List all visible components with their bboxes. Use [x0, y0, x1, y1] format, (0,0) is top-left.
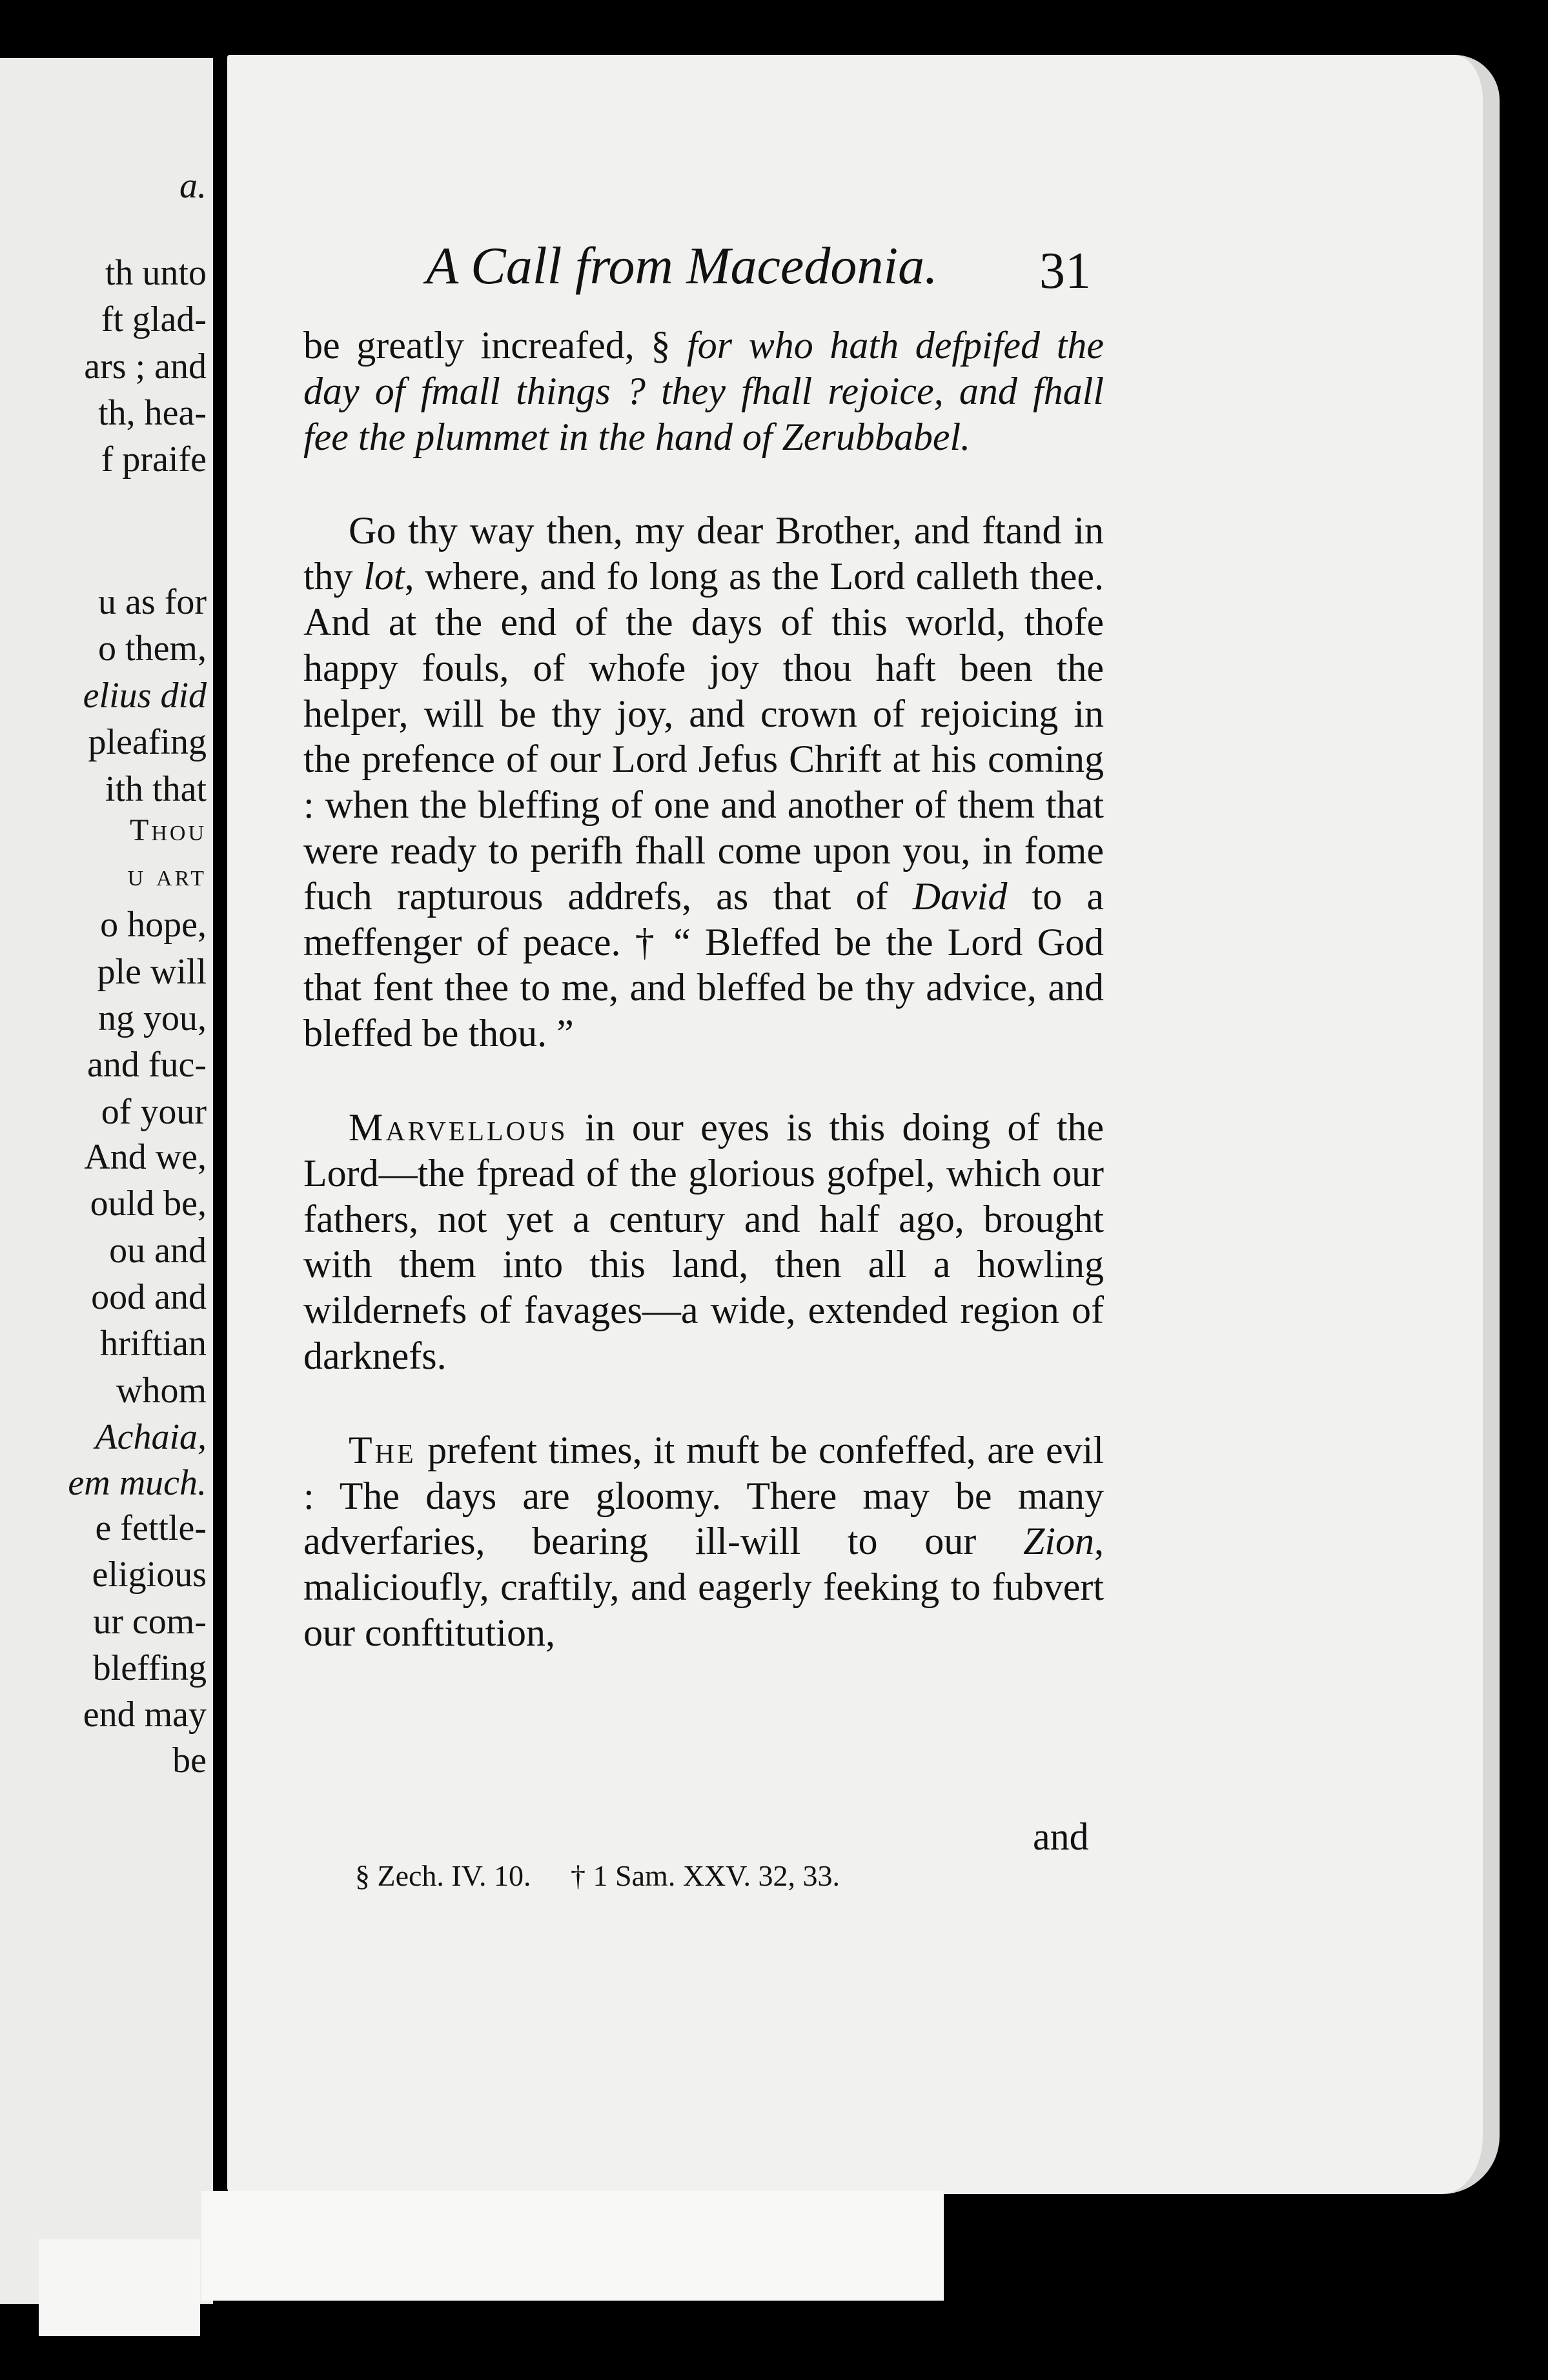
facing-page-line: And we, [84, 1137, 207, 1177]
text-run: to a meffenger of peace. † “ Bleffed be the Lord God that fent thee to me, and bleffed be thy advice, and bleffed be thou. ” [303, 874, 1104, 1055]
facing-page-line: o hope, [100, 905, 207, 945]
facing-page-line: f praife [101, 439, 207, 479]
facing-page-line: of your [101, 1092, 207, 1132]
page-edge [201, 2191, 944, 2301]
paragraph [303, 323, 1104, 459]
text-run: prefent times, it muft be confeffed, are evil : The days are gloomy. There may be many adverfaries, bearing ill-will to our [303, 1428, 1104, 1563]
small-caps-lead: The [349, 1428, 416, 1471]
facing-page-line: elius did [83, 676, 207, 716]
footnote: † 1 Sam. XXV. 32, 33. [571, 1859, 840, 1892]
facing-page-line: end may [83, 1695, 207, 1735]
italic-name: David [912, 874, 1008, 918]
page-edge [39, 2239, 200, 2336]
italic-quote: for who hath defpifed the day of fmall things ? they fhall rejoice, and fhall fee the plummet in the hand of Zerubbabel. [303, 324, 1104, 458]
paragraph [303, 1427, 1104, 1656]
facing-page-line: th, hea- [98, 393, 207, 433]
facing-page-line: ars ; and [84, 347, 207, 387]
paragraph [303, 508, 1104, 1056]
paragraph [303, 1105, 1104, 1379]
facing-page-line: ou and [109, 1231, 207, 1271]
text-run: in our eyes is this doing of the Lord—the fpread of the glorious gofpel, which our fathers, not yet a century and half ago, brought with them into this land, then all a howling wildernefs of favages—a wide, extended region of darknefs. [303, 1105, 1104, 1377]
facing-page-line: ould be, [90, 1184, 207, 1224]
facing-page-line: e fettle- [95, 1508, 207, 1548]
facing-page-line: a. [179, 166, 207, 206]
facing-page-line: ng you, [98, 998, 207, 1038]
facing-page-line: ft glad- [101, 299, 207, 339]
page-number: 31 [1039, 243, 1091, 299]
text-run: Go thy way then, my dear Brother, and ftand in thy [303, 509, 1104, 598]
facing-page-line: th unto [105, 253, 207, 293]
facing-page-line: eligious [92, 1555, 207, 1595]
text-run: , where, and fo long as the Lord calleth thee. And at the end of the days of this world, thofe happy fouls, of whofe joy thou haft been the helper, will be thy joy, and crown of rejoicing in the prefence of our Lord Jefus Chrift at his coming : when the bleffing of one and another of them that were ready to perifh fhall come upon you, in fome fuch rapturous addrefs, as that of [303, 555, 1104, 918]
facing-page-line: bleffing [92, 1648, 207, 1688]
footnote: § Zech. IV. 10. [355, 1859, 531, 1892]
page-header [0, 236, 1548, 307]
facing-page-line: and fuc- [87, 1045, 207, 1085]
text-run: , malicioufly, craftily, and eagerly feeking to fubvert our conftitution, [303, 1520, 1104, 1654]
facing-page-line: Thou [130, 813, 207, 847]
running-title: A Call from Macedonia. [426, 236, 938, 295]
facing-page-line: pleafing [88, 722, 207, 762]
facing-page-line: whom [116, 1371, 207, 1411]
italic-name: Zion [1023, 1520, 1094, 1563]
facing-page-line: be [172, 1740, 207, 1780]
facing-page-line: u as for [98, 582, 207, 622]
text-run: be greatly increafed, § [303, 324, 687, 367]
catchword: and [1033, 1815, 1089, 1858]
facing-page-line: em much. [68, 1463, 207, 1503]
italic-word: lot [363, 555, 405, 598]
facing-page-line: o them, [98, 629, 207, 669]
facing-page-line: ith that [105, 769, 207, 809]
facing-page-line: u art [127, 858, 207, 892]
facing-page-line: hriftian [100, 1324, 207, 1364]
footnotes [355, 1859, 840, 1893]
page-body [303, 323, 1104, 1656]
small-caps-lead: Marvellous [349, 1105, 568, 1149]
facing-page [0, 58, 213, 2304]
facing-page-line: ood and [91, 1277, 207, 1317]
facing-page-line: ur com- [93, 1602, 207, 1642]
facing-page-line: Achaia, [95, 1417, 207, 1457]
facing-page-line: ple will [97, 952, 207, 992]
